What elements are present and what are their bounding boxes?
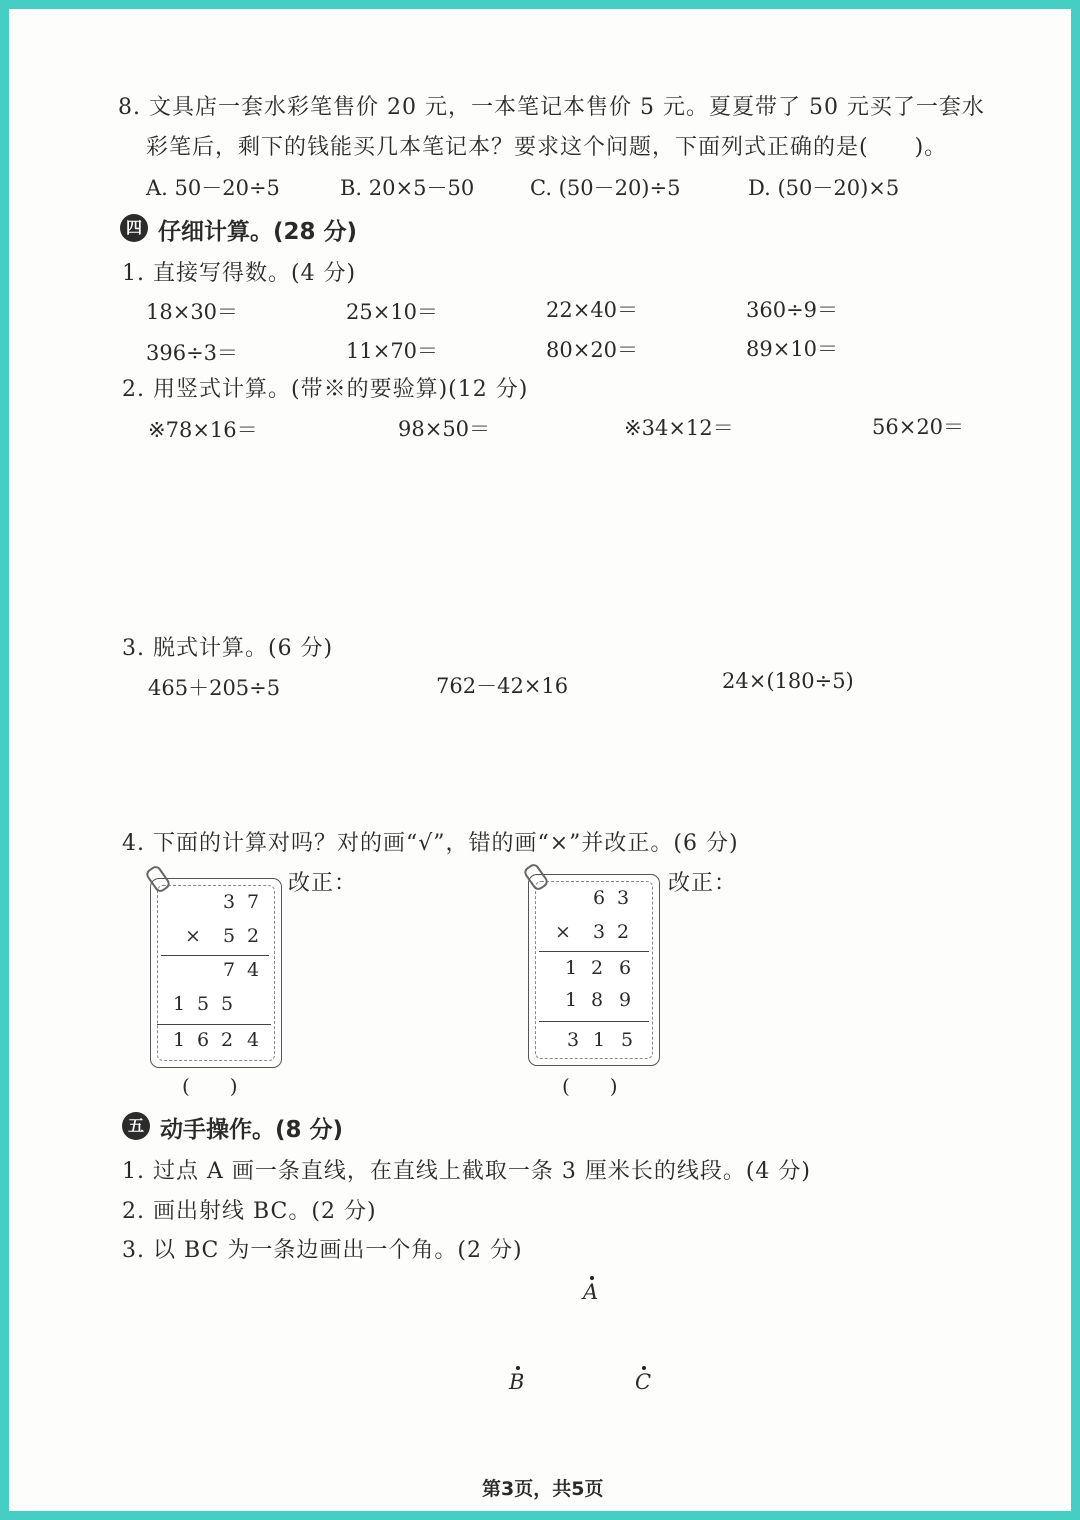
card1-r4-d2: 5 [196,993,210,1015]
card2-r4-d1: 1 [564,989,578,1011]
stepwise-calc-1: 465＋205÷5 [148,676,281,700]
q8-option-b: B. 20×5－50 [340,176,475,200]
card2-res-d2: 1 [592,1029,606,1051]
card2-r3-d3: 6 [618,957,632,979]
vertical-calc-3: ※34×12＝ [624,416,734,440]
card2-r1-d2: 3 [616,887,630,909]
q4-1-title: 1. 直接写得数。(4 分) [122,261,357,286]
section4-title: 仔细计算。(28 分) [158,219,358,245]
card1-r3-d2: 4 [246,959,260,981]
section5-title: 动手操作。(8 分) [160,1117,344,1143]
q8-line2: 彩笔后，剩下的钱能买几本笔记本？要求这个问题，下面列式正确的是( )。 [146,135,948,160]
q8-line1: 8. 文具店一套水彩笔售价 20 元，一本笔记本售价 5 元。夏夏带了 50 元买了一套水 [118,95,985,120]
oral-calc-3: 22×40＝ [546,298,639,322]
check-card-1 [150,878,282,1068]
vertical-calc-2: 98×50＝ [398,417,491,441]
q5-2: 2. 画出射线 BC。(2 分) [122,1199,377,1224]
q8-option-a: A. 50－20÷5 [146,176,280,200]
section4-badge: 四 [120,214,148,242]
card1-res-d2: 6 [196,1029,210,1051]
q4-2-title: 2. 用竖式计算。(带※的要验算)(12 分) [122,377,529,402]
card2-answer-paren: ( ) [562,1074,618,1098]
card2-r3-d1: 1 [564,957,578,979]
card1-line-1 [161,955,269,956]
q8-option-d: D. (50－20)×5 [748,176,900,200]
q4-3-title: 3. 脱式计算。(6 分) [122,636,334,661]
card2-line-2 [539,1021,649,1022]
oral-calc-4: 360÷9＝ [746,298,839,322]
card2-times: × [555,921,571,943]
card2-res-d3: 5 [620,1029,634,1051]
page-footer: 第3页，共5页 [482,1478,604,1500]
card2-correction-label: 改正： [668,871,738,896]
card2-line-1 [539,951,649,952]
card2-res-d1: 3 [566,1029,580,1051]
point-b-label: B [509,1370,525,1394]
card1-res-d4: 4 [246,1029,260,1051]
card2-r2-d2: 2 [616,921,630,943]
card1-r4-d1: 1 [172,993,186,1015]
card2-r1-d1: 6 [592,887,606,909]
card1-res-d3: 2 [220,1029,234,1051]
card1-correction-label: 改正： [288,871,358,896]
card2-r2-d1: 3 [592,921,606,943]
oral-calc-8: 89×10＝ [746,337,839,361]
section5-badge: 五 [122,1112,150,1140]
card1-answer-paren: ( ) [182,1074,238,1098]
card1-line-2 [157,1024,271,1025]
stepwise-calc-2: 762－42×16 [436,674,569,698]
oral-calc-5: 396÷3＝ [146,341,239,365]
oral-calc-1: 18×30＝ [146,300,239,324]
card1-times: × [185,925,201,947]
oral-calc-7: 80×20＝ [546,338,639,362]
q8-option-c: C. (50－20)÷5 [530,176,681,200]
point-a-label: A [583,1280,599,1304]
oral-calc-6: 11×70＝ [346,339,439,363]
q4-4-title: 4. 下面的计算对吗？对的画“√”，错的画“×”并改正。(6 分) [122,831,739,856]
card2-r4-d2: 8 [590,989,604,1011]
card2-r3-d2: 2 [590,957,604,979]
vertical-calc-4: 56×20＝ [872,415,965,439]
card1-r1-d1: 3 [222,891,236,913]
card1-res-d1: 1 [172,1029,186,1051]
stepwise-calc-3: 24×(180÷5) [722,669,854,693]
card1-r3-d1: 7 [222,959,236,981]
card1-r2-d1: 5 [222,925,236,947]
check-card-2 [528,874,660,1066]
vertical-calc-1: ※78×16＝ [148,418,258,442]
oral-calc-2: 25×10＝ [346,300,439,324]
q5-3: 3. 以 BC 为一条边画出一个角。(2 分) [122,1238,523,1263]
card1-r4-d3: 5 [220,993,234,1015]
card2-r4-d3: 9 [618,989,632,1011]
point-c-label: C [635,1370,652,1394]
card1-r1-d2: 7 [246,891,260,913]
q5-1: 1. 过点 A 画一条直线，在直线上截取一条 3 厘米长的线段。(4 分) [122,1159,811,1184]
card1-r2-d2: 2 [246,925,260,947]
